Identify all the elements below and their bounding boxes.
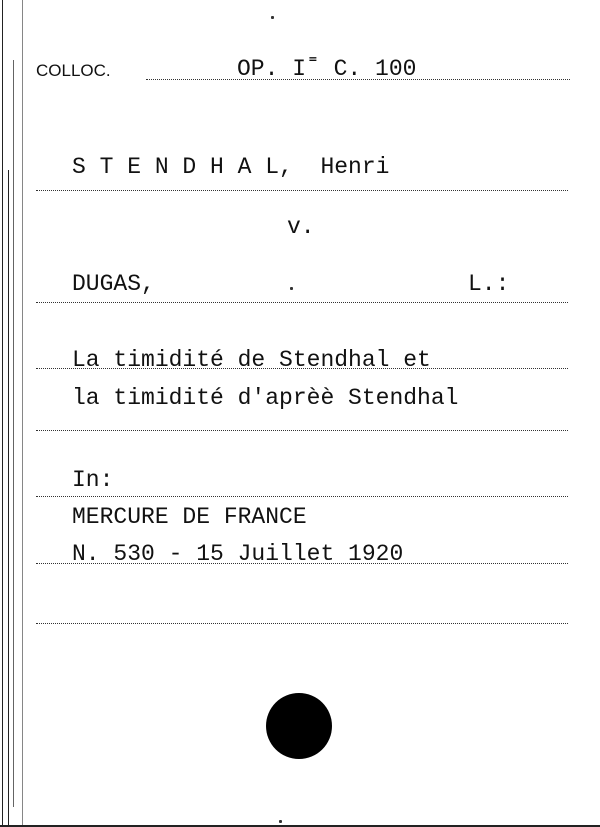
colloc-label: COLLOC. <box>36 61 111 80</box>
in-rule <box>36 496 568 497</box>
author-rule <box>36 190 568 191</box>
call-number: OP. I˭ C. 100 <box>237 56 417 82</box>
card-edge-line <box>13 60 14 807</box>
title-rule-2 <box>36 430 568 431</box>
in-label: In: <box>72 467 114 493</box>
title-line-2: la timidité d'aprèè Stendhal <box>72 385 459 411</box>
subject-rule <box>36 302 568 303</box>
card-edge-line <box>8 170 9 827</box>
issue-info: N. 530 - 15 Juillet 1920 <box>72 541 404 567</box>
scan-speck <box>271 16 274 19</box>
subject-name: DUGAS, <box>72 271 155 297</box>
card-edge-line <box>22 0 23 827</box>
card-edge-line <box>2 0 3 827</box>
blank-rule <box>36 623 568 624</box>
punch-hole <box>266 693 332 759</box>
scan-speck <box>290 287 293 290</box>
scan-speck <box>279 820 282 823</box>
journal-name: MERCURE DE FRANCE <box>72 504 307 530</box>
subject-initial: L.: <box>468 271 510 297</box>
author-name: S T E N D H A L, Henri <box>72 154 390 180</box>
title-line-1: La timidité de Stendhal et <box>72 347 431 373</box>
versus-label: v. <box>287 214 315 240</box>
